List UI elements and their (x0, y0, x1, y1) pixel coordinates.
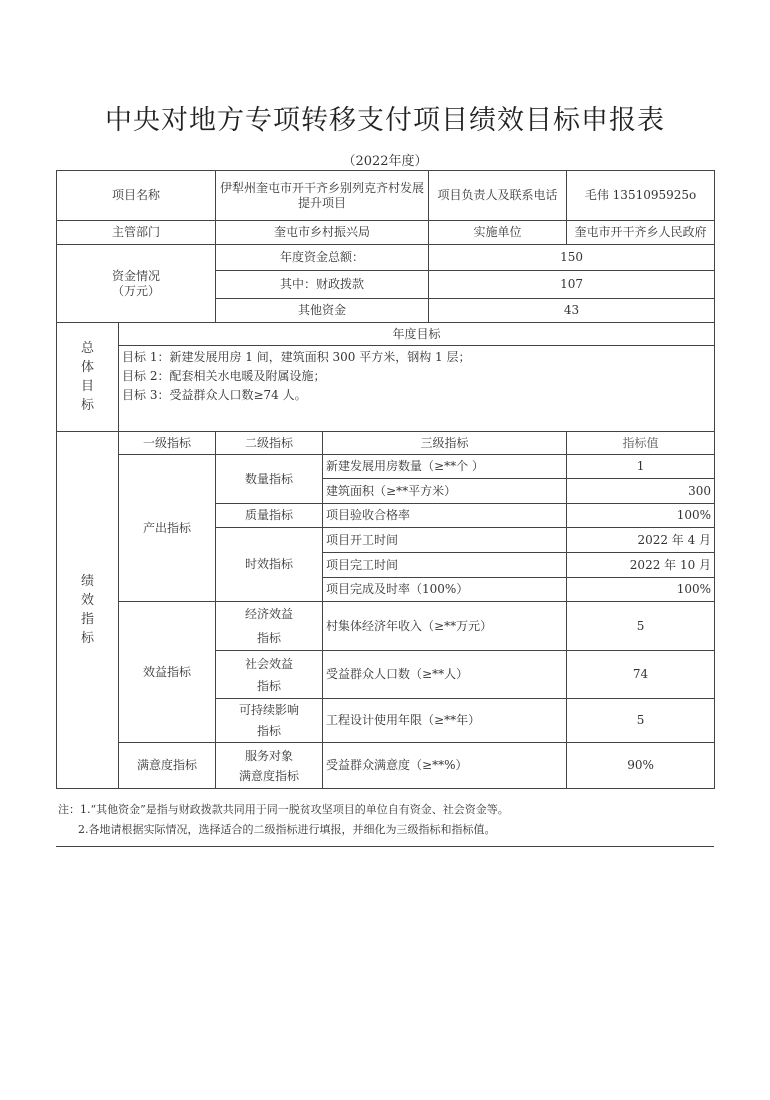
benefit-label: 效益指标 (119, 602, 216, 743)
indicator-name: 村集体经济年收入（≥**万元） (323, 602, 567, 651)
bottom-rule (56, 846, 714, 847)
indicator-row (57, 743, 715, 789)
indicator-name: 项目完工时间 (323, 553, 567, 578)
page-title: 中央对地方专项转移支付项目绩效目标申报表 (105, 105, 665, 136)
project-name-value: 伊犁州奎屯市开干齐乡别列克齐村发展提升项目 (216, 171, 429, 221)
sustainable-label-top: 可持续影响 (239, 702, 300, 717)
indicators-label-char: 指 (80, 612, 94, 627)
project-row (57, 171, 715, 221)
indicators-label (57, 432, 119, 789)
funds-fiscal-value: 107 (429, 271, 715, 299)
satisfaction-sub-bottom: 满意度指标 (239, 768, 300, 783)
indicator-value: 100% (567, 504, 715, 528)
funds-other-label: 其他资金 (216, 299, 429, 323)
goals-label-char: 体 (80, 360, 94, 375)
indicator-header-row (57, 432, 715, 455)
dept-value: 奎屯市乡村振兴局 (216, 221, 429, 245)
impl-value: 奎屯市开干齐乡人民政府 (567, 221, 715, 245)
funds-fiscal-label: 其中：财政拨款 (216, 271, 429, 299)
goal-item: 目标 1：新建发展用房 1 间，建筑面积 300 平方米，钢构 1 层； (122, 350, 471, 364)
report-year: （2022年度） (342, 154, 428, 169)
goals-label-char: 总 (80, 341, 94, 356)
economic-label-top: 经济效益 (245, 607, 294, 621)
header-level3: 三级指标 (323, 432, 567, 455)
goals-label-char: 目 (80, 379, 94, 394)
output-label: 产出指标 (119, 455, 216, 602)
indicator-name: 项目完成及时率（100%） (323, 578, 567, 602)
goal-item: 目标 2：配套相关水电暖及附属设施； (122, 369, 326, 383)
indicator-name: 项目开工时间 (323, 528, 567, 553)
indicator-value: 2022 年 10 月 (567, 553, 715, 578)
funds-label (57, 245, 216, 323)
footnote: 2.各地请根据实际情况，选择适合的二级指标进行填报，并细化为三级指标和指标值。 (78, 823, 496, 836)
indicator-name: 新建发展用房数量（≥**个 ） (323, 455, 567, 479)
indicator-value: 74 (567, 651, 715, 699)
goals-header: 年度目标 (119, 323, 715, 346)
impl-label: 实施单位 (429, 221, 567, 245)
contact-value: 毛伟 1351095925o (567, 171, 715, 221)
timeliness-label: 时效指标 (216, 528, 323, 602)
goal-item: 目标 3：受益群众人口数≥74 人。 (122, 388, 307, 402)
performance-target-table (56, 170, 715, 789)
social-label (216, 651, 323, 699)
header-level1: 一级指标 (119, 432, 216, 455)
goals-header-row (57, 323, 715, 346)
social-label-bottom: 指标 (257, 678, 282, 693)
header-level2: 二级指标 (216, 432, 323, 455)
funds-total-row (57, 245, 715, 271)
funds-label-text: 资金情况 (112, 268, 161, 283)
project-name-label: 项目名称 (57, 171, 216, 221)
sustainable-label (216, 699, 323, 743)
satisfaction-label: 满意度指标 (119, 743, 216, 789)
goals-label-char: 标 (80, 398, 94, 413)
dept-label: 主管部门 (57, 221, 216, 245)
indicator-name: 受益群众人口数（≥**人） (323, 651, 567, 699)
quality-label: 质量指标 (216, 504, 323, 528)
contact-label: 项目负责人及联系电话 (429, 171, 567, 221)
footnotes (58, 803, 714, 840)
header-value: 指标值 (567, 432, 715, 455)
indicator-value: 5 (567, 699, 715, 743)
indicator-value: 100% (567, 578, 715, 602)
indicator-value: 5 (567, 602, 715, 651)
indicator-name: 建筑面积（≥**平方米） (323, 479, 567, 504)
funds-total-label: 年度资金总额： (216, 245, 429, 271)
satisfaction-sub-top: 服务对象 (245, 748, 294, 763)
social-label-top: 社会效益 (245, 656, 294, 671)
economic-label-bottom: 指标 (257, 631, 282, 645)
dept-row (57, 221, 715, 245)
indicator-value: 90% (567, 743, 715, 789)
funds-other-value: 43 (429, 299, 715, 323)
funds-total-value: 150 (429, 245, 715, 271)
indicator-value: 300 (567, 479, 715, 504)
footnote: 注：1.“其他资金”是指与财政拨款共同用于同一脱贫攻坚项目的单位自有资金、社会资金等。 (58, 803, 509, 816)
indicators-label-char: 效 (80, 593, 94, 608)
indicator-row (57, 455, 715, 479)
indicator-name: 受益群众满意度（≥**%） (323, 743, 567, 789)
indicator-value: 1 (567, 455, 715, 479)
indicator-value: 2022 年 4 月 (567, 528, 715, 553)
economic-label (216, 602, 323, 651)
goals-content (119, 346, 715, 432)
sustainable-label-bottom: 指标 (257, 723, 282, 738)
indicators-label-char: 绩 (80, 574, 94, 589)
indicators-label-char: 标 (80, 631, 94, 646)
indicator-name: 工程设计使用年限（≥**年） (323, 699, 567, 743)
funds-unit: （万元） (112, 283, 161, 298)
goals-label (57, 323, 119, 432)
indicator-name: 项目验收合格率 (323, 504, 567, 528)
quantity-label: 数量指标 (216, 455, 323, 504)
indicator-row (57, 602, 715, 649)
satisfaction-sub-label (216, 743, 323, 789)
goals-content-row (57, 346, 715, 432)
